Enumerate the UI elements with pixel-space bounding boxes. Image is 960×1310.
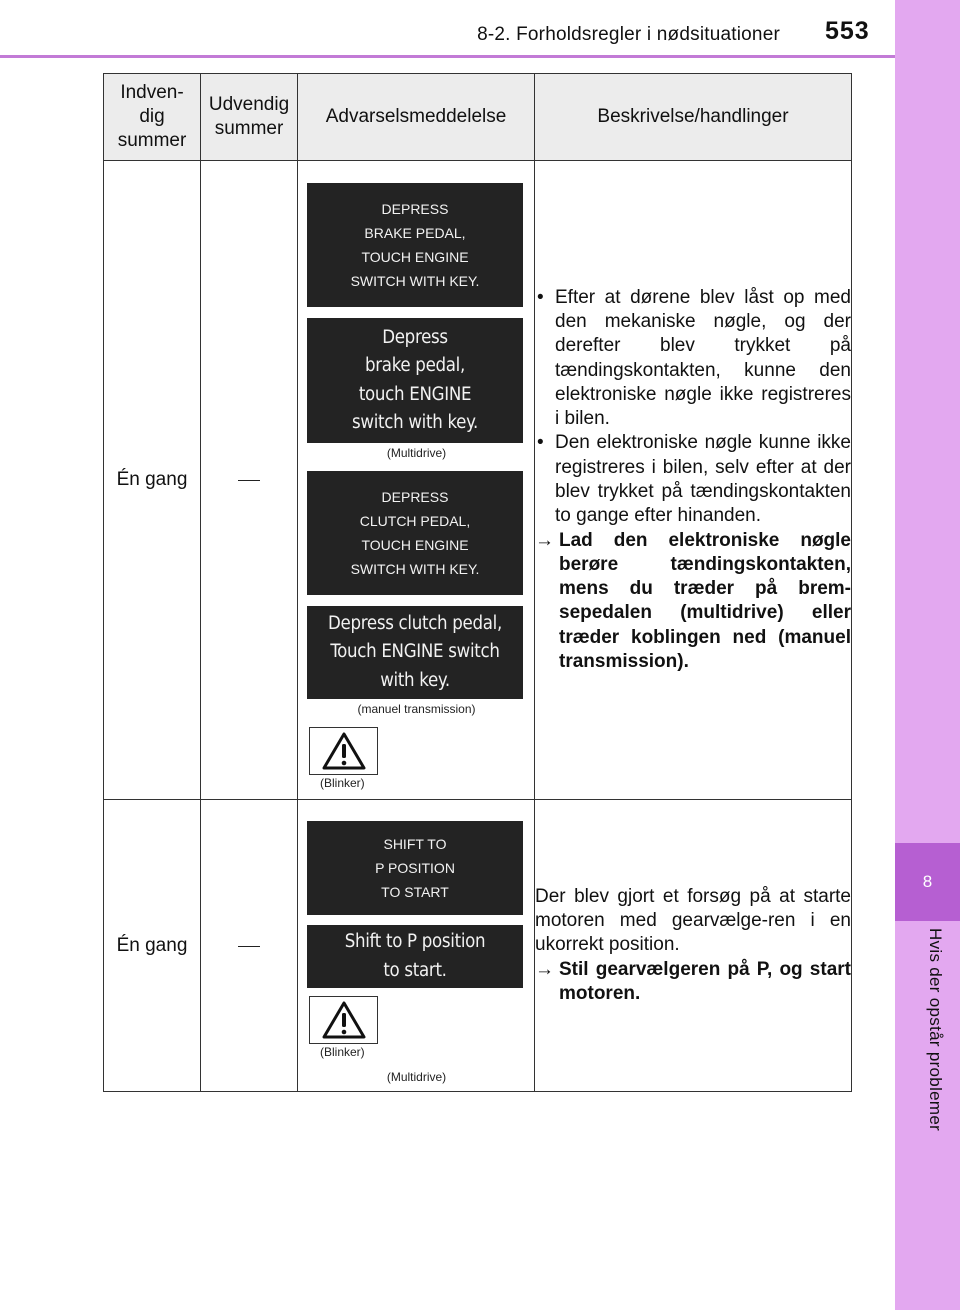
message-display-clutch-multi: Depress clutch pedal, Touch ENGINE switch with key. bbox=[307, 606, 523, 699]
warning-message-cell bbox=[298, 161, 535, 800]
caption-blinker: (Blinker) bbox=[320, 1045, 365, 1059]
caption-manual-transmission: (manuel transmission) bbox=[357, 702, 476, 716]
action-instruction: → Lad den elektroniske nøgle berøre tændingskontakten, mens du træder på brem-sepedalen (multidrive) eller træder koblingen ned (manuel transmission). bbox=[535, 529, 851, 673]
description-bullet: • Efter at dørene blev låst op med den mekaniske nøgle, og der derefter blev trykket på tændingskontakten, kunne den elektroniske nøgle ikke registreres i bilen. bbox=[535, 286, 851, 432]
warning-message-cell bbox=[298, 800, 535, 1092]
warning-indicator bbox=[309, 727, 378, 775]
description-text: Der blev gjort et forsøg på at starte motoren med gearvælge-ren i en ukorrekt position. bbox=[535, 885, 851, 956]
header-rule bbox=[0, 55, 895, 58]
page-number: 553 bbox=[825, 17, 870, 45]
message-display-shift-multi: Shift to P position to start. bbox=[307, 925, 523, 988]
message-display-brake-multi: Depress brake pedal, touch ENGINE switch with key. bbox=[307, 318, 523, 443]
interior-buzzer-value: Én gang bbox=[116, 934, 188, 956]
caption-multidrive: (Multidrive) bbox=[386, 1070, 447, 1084]
header-interior-buzzer: Indven- dig summer bbox=[104, 74, 201, 161]
table-row bbox=[104, 161, 852, 800]
table-row bbox=[104, 800, 852, 1092]
dash-icon bbox=[238, 480, 260, 481]
warning-triangle-icon bbox=[321, 1000, 367, 1040]
chapter-title: Hvis der opstår problemer bbox=[926, 928, 945, 1132]
arrow-right-icon: → bbox=[535, 958, 554, 980]
interior-buzzer-cell bbox=[104, 161, 201, 800]
header-description: Beskrivelse/handlinger bbox=[535, 74, 852, 161]
caption-multidrive: (Multidrive) bbox=[386, 446, 447, 460]
action-instruction: → Stil gearvælgeren på P, og start motoren. bbox=[535, 958, 851, 1004]
table-header-row bbox=[104, 74, 852, 161]
arrow-right-icon: → bbox=[535, 529, 554, 551]
header-exterior-buzzer: Udvendig summer bbox=[201, 74, 298, 161]
warning-triangle-icon bbox=[321, 731, 367, 771]
header-warning-message: Advarselsmeddelelse bbox=[298, 74, 535, 161]
message-display-brake-caps: DEPRESS BRAKE PEDAL, TOUCH ENGINE SWITCH WITH KEY. bbox=[307, 183, 523, 307]
chapter-tab bbox=[895, 0, 960, 1310]
exterior-buzzer-cell bbox=[201, 161, 298, 800]
message-display-shift-caps: SHIFT TO P POSITION TO START bbox=[307, 821, 523, 915]
description-cell bbox=[535, 161, 852, 800]
warning-indicator bbox=[309, 996, 378, 1044]
warning-message-table bbox=[103, 73, 852, 1092]
interior-buzzer-cell bbox=[104, 800, 201, 1092]
section-title: 8-2. Forholdsregler i nødsituationer bbox=[477, 24, 780, 45]
exterior-buzzer-cell bbox=[201, 800, 298, 1092]
interior-buzzer-value: Én gang bbox=[116, 469, 188, 490]
dash-icon bbox=[238, 946, 260, 947]
description-bullet: • Den elektroniske nøgle kunne ikke registreres i bilen, selv efter at der blev trykket på tændingskontakten to gange efter hinanden. bbox=[535, 431, 851, 528]
message-display-clutch-caps: DEPRESS CLUTCH PEDAL, TOUCH ENGINE SWITCH WITH KEY. bbox=[307, 471, 523, 595]
description-cell bbox=[535, 800, 852, 1092]
caption-blinker: (Blinker) bbox=[320, 776, 365, 790]
chapter-number: 8 bbox=[895, 843, 960, 921]
